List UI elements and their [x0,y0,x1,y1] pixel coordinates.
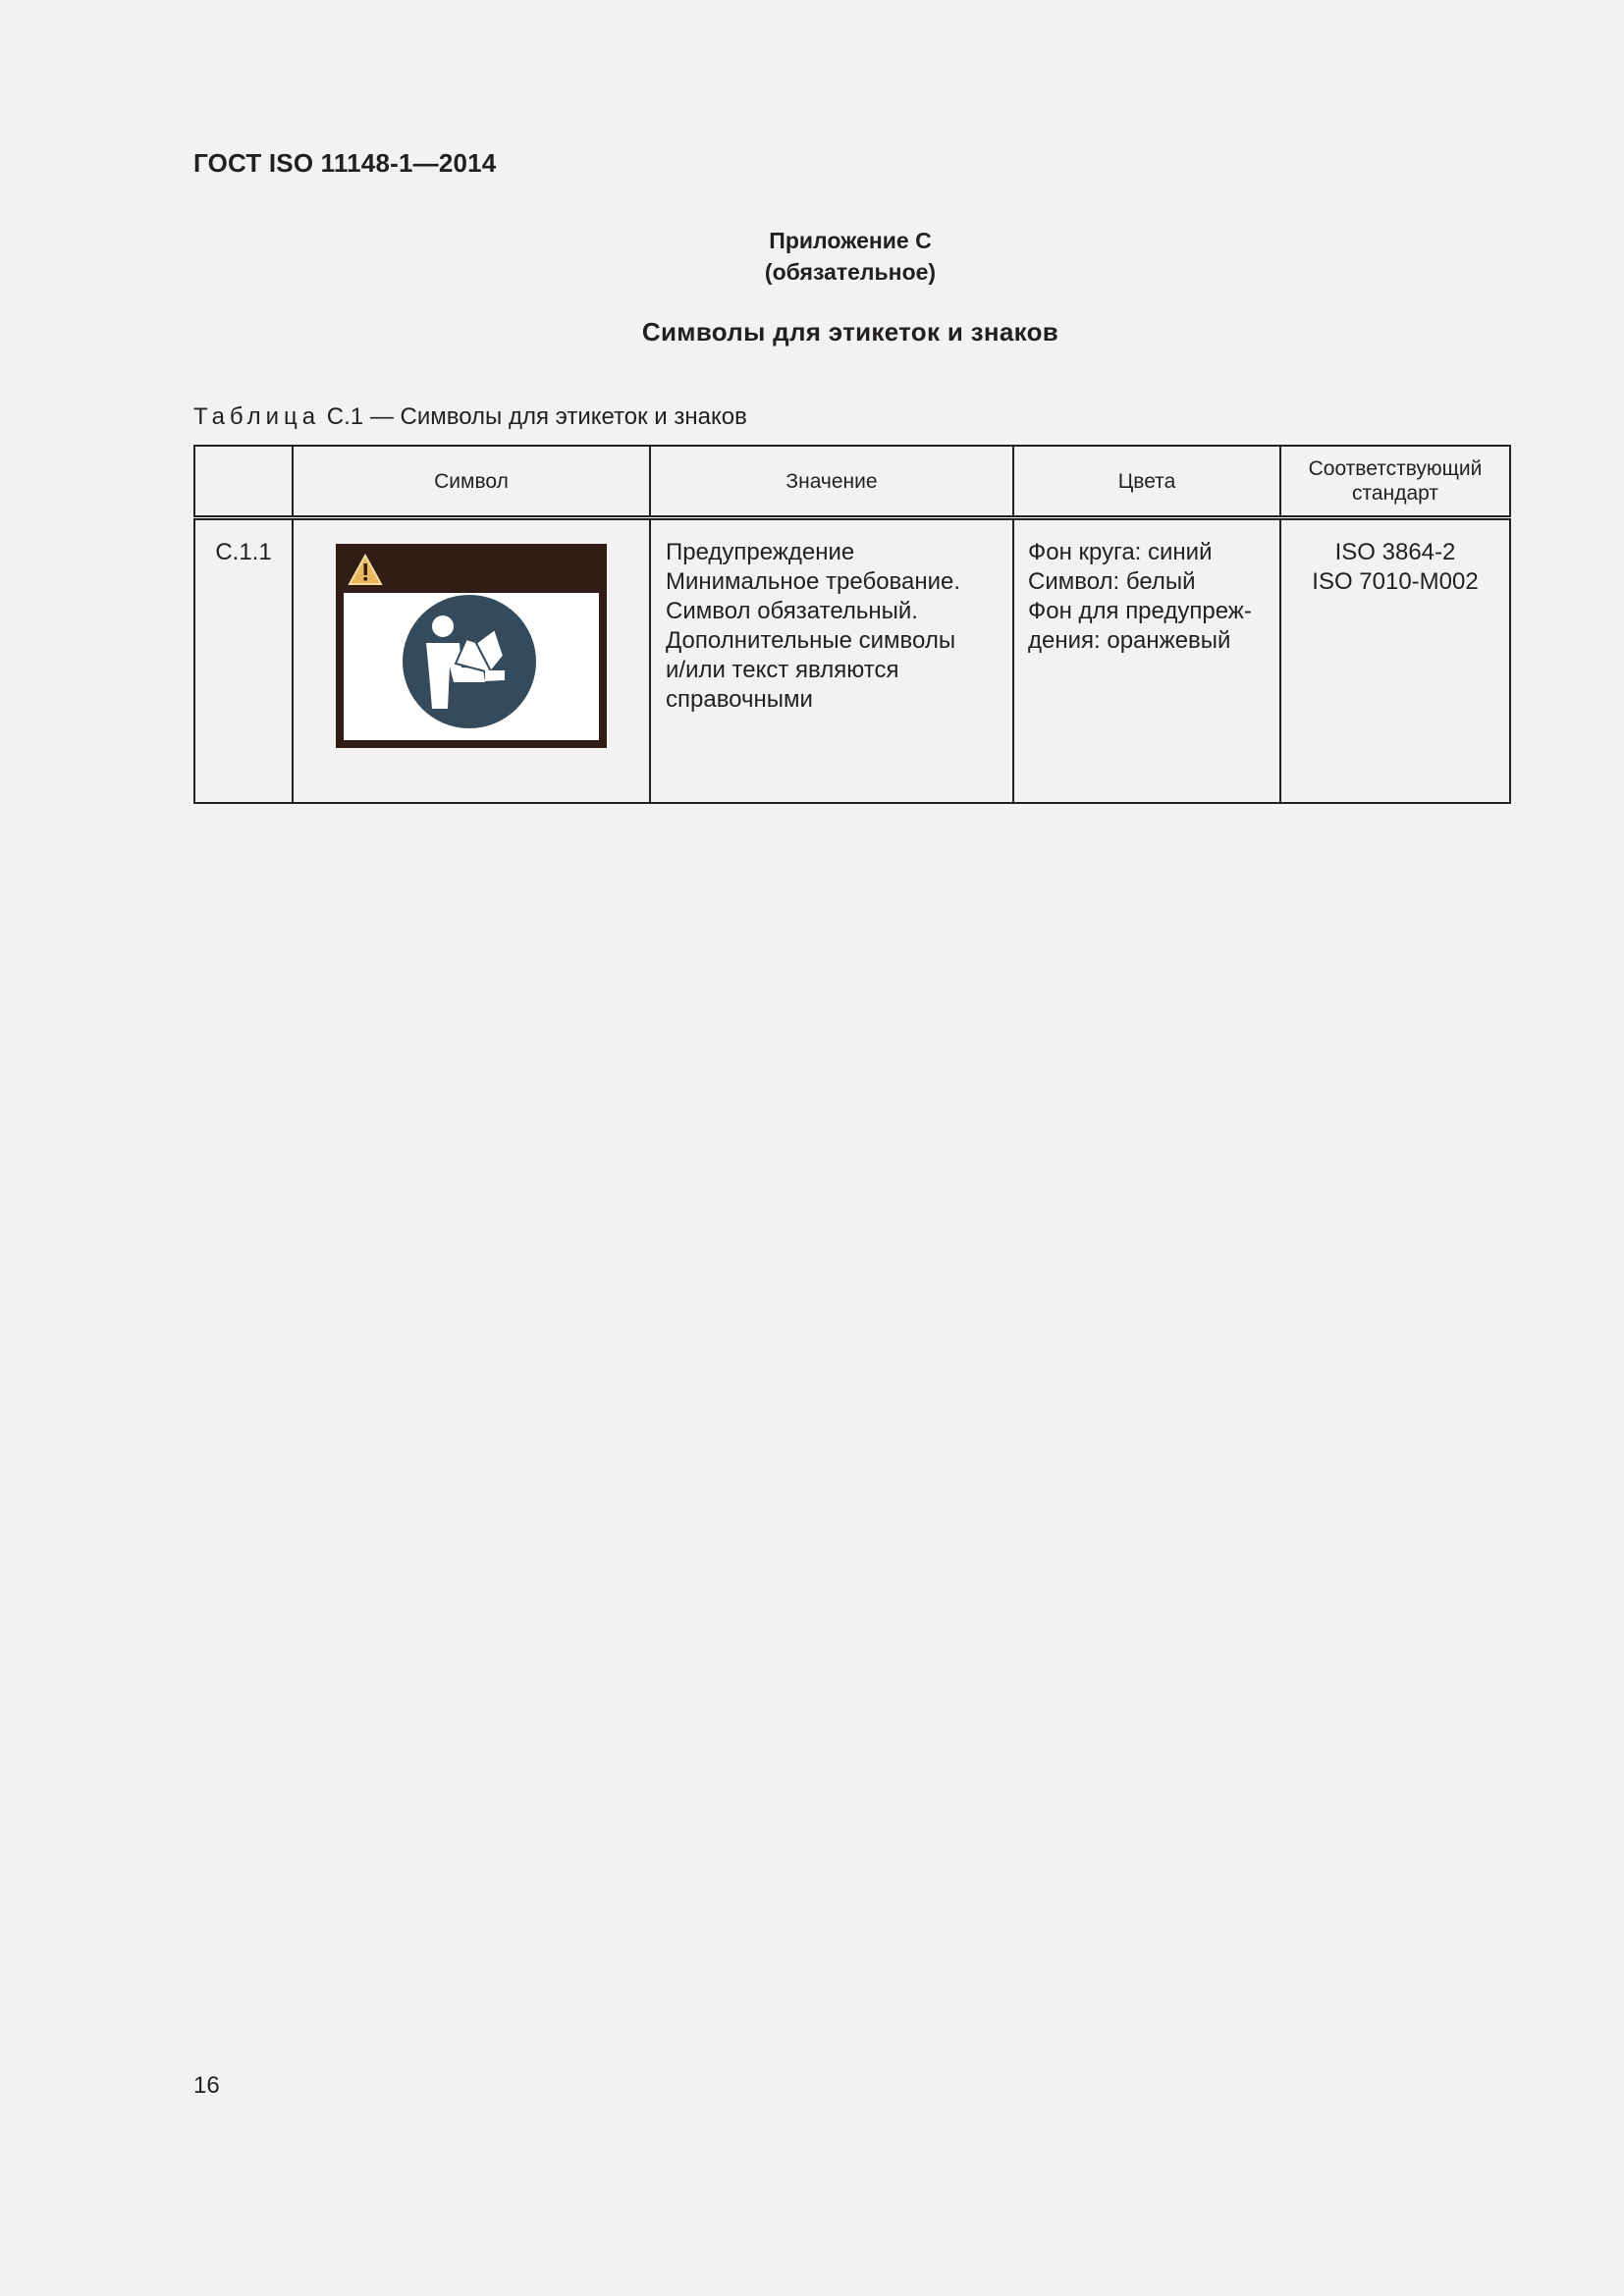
read-manual-warning-icon [336,544,607,748]
row-id: C.1.1 [194,518,293,804]
meaning-line: справочными [666,686,813,713]
row-symbol [293,518,650,804]
row-standard [1280,518,1510,804]
header-symbol: Символ [293,446,650,518]
symbols-table [193,445,1511,804]
standard-line: ISO 7010-M002 [1312,568,1479,595]
table-caption-number: C.1 [326,403,364,430]
annex-status: (обязательное) [764,259,937,285]
colors-line: Фон круга: синий [1028,539,1213,565]
meaning-line: и/или текст являются [666,657,899,683]
meaning-line: Дополнительные символы [666,627,956,654]
meaning-line: Минимальное требование. [666,568,961,595]
table-header-row [194,446,1510,518]
page-number: 16 [193,2072,220,2099]
header-meaning: Значение [650,446,1013,518]
colors-line: дения: оранжевый [1028,627,1231,654]
colors-line: Фон для предупреж- [1028,598,1252,624]
table-caption [193,403,747,431]
section-title: Символы для этикеток и знаков [641,317,1059,347]
annex-title: Приложение C [769,228,932,253]
row-colors [1013,518,1280,804]
table-caption-title: Символы для этикеток и знаков [400,403,747,430]
document-code: ГОСТ ISO 11148-1—2014 [193,148,497,178]
meaning-line: Предупреждение [666,539,855,565]
header-colors: Цвета [1013,446,1280,518]
colors-line: Символ: белый [1028,568,1196,595]
meaning-line: Символ обязательный. [666,598,918,624]
row-meaning [650,518,1013,804]
header-standard: Соответствующий стандарт [1280,446,1510,518]
table-row [194,518,1510,804]
standard-line: ISO 3864-2 [1334,539,1456,565]
table-caption-dash: — [369,403,394,430]
table-caption-prefix: Таблица [193,403,321,430]
header-id [194,446,293,518]
